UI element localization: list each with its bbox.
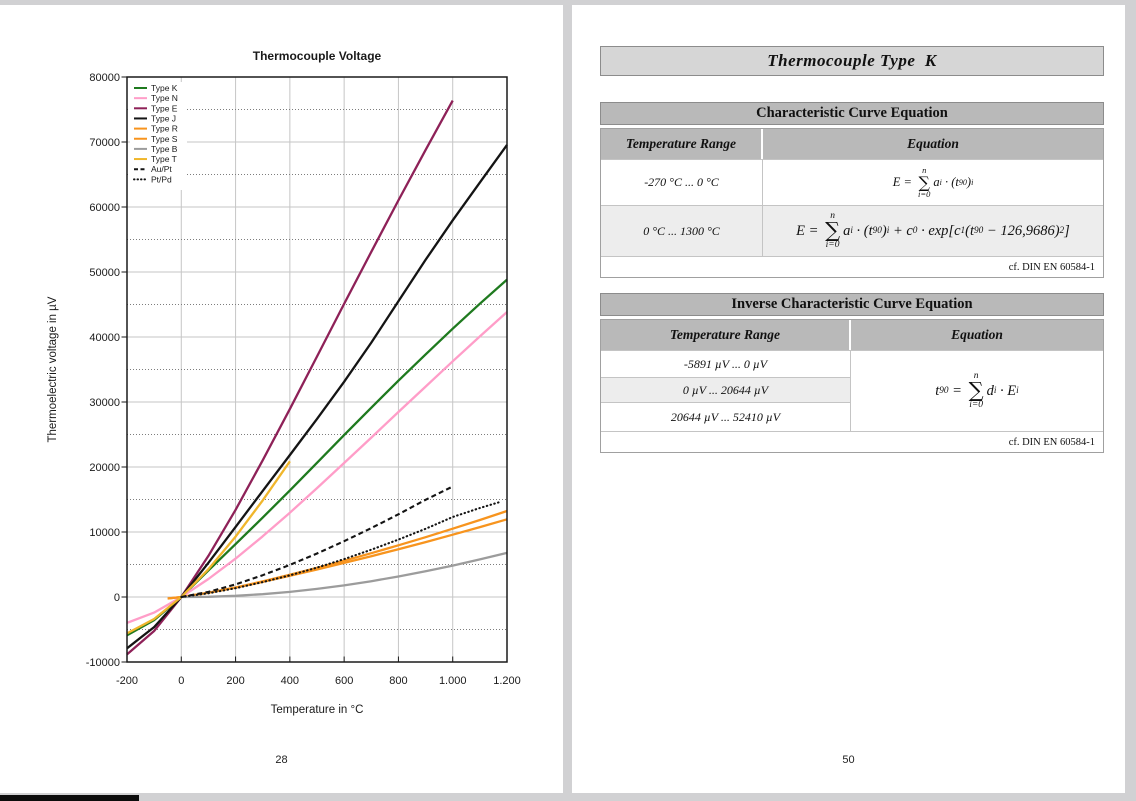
y-tick-label: 0 (113, 592, 120, 604)
table-header-row (601, 320, 1103, 350)
legend-label: Type R (151, 123, 178, 134)
x-tick-label: 0 (178, 675, 185, 687)
page-number-right: 50 (842, 754, 855, 766)
equation-cell: E = n ∑ i=0 a i · (t 90 ) i (892, 165, 974, 200)
column-header-equation: Equation (951, 327, 1003, 342)
y-tick-label: 20000 (89, 462, 120, 474)
y-axis-label: Thermoelectric voltage in µV (47, 296, 59, 443)
page-right (572, 5, 1125, 793)
characteristic-equation-table (600, 128, 1104, 278)
voltage-range-column (601, 351, 851, 431)
page-left (0, 5, 563, 793)
legend-label: Pt/Pd (151, 174, 172, 185)
y-tick-label: 30000 (89, 397, 120, 409)
x-tick-label: 1.000 (438, 675, 467, 687)
legend-label: Type B (151, 143, 178, 154)
legend-label: Au/Pt (151, 164, 172, 175)
x-tick-label: 400 (280, 675, 300, 687)
x-tick-label: 800 (389, 675, 408, 687)
section-header-inverse: Inverse Characteristic Curve Equation (600, 293, 1104, 316)
reference-note: cf. DIN EN 60584-1 (601, 256, 1103, 277)
x-tick-label: 200 (226, 675, 245, 687)
y-tick-label: 10000 (89, 527, 120, 539)
column-header-equation: Equation (907, 136, 959, 151)
equation-cell: t 90 = n ∑ i=0 d i · E i (935, 370, 1019, 410)
inverse-equation-table (600, 319, 1104, 453)
voltage-range-cell: -5891 µV ... 0 µV (683, 356, 768, 371)
legend-label: Type S (151, 133, 178, 144)
page-number-left: 28 (275, 754, 288, 766)
x-axis-label: Temperature in °C (270, 704, 364, 716)
horizontal-scrollbar-thumb[interactable] (0, 795, 139, 801)
y-tick-label: -10000 (85, 657, 120, 669)
reference-note: cf. DIN EN 60584-1 (601, 431, 1103, 452)
legend-label: Type K (151, 83, 178, 93)
temperature-range-cell: 0 °C ... 1300 °C (601, 206, 763, 256)
y-tick-label: 50000 (89, 267, 120, 279)
column-header-temperature-range: Temperature Range (601, 320, 851, 350)
equation-cell: E = n ∑ i=0 a i · (t 90 ) i + c 0 · exp[ c 1 (t 90 − 126,9686) 2 ] (796, 210, 1070, 250)
x-tick-label: 600 (334, 675, 354, 687)
legend-label: Type J (151, 113, 177, 124)
section-header-characteristic: Characteristic Curve Equation (600, 102, 1104, 125)
page-title: Thermocouple Type K (600, 46, 1104, 76)
legend-label: Type E (151, 103, 178, 114)
y-tick-label: 40000 (89, 332, 120, 344)
x-tick-label: -200 (115, 675, 139, 687)
legend-label: Type T (151, 154, 177, 165)
voltage-range-cell: 20644 µV ... 52410 µV (670, 409, 781, 424)
chart-series-type-k (127, 280, 507, 636)
y-tick-label: 60000 (89, 202, 120, 214)
chart-title: Thermocouple Voltage (252, 49, 382, 63)
voltage-range-cell: 0 µV ... 20644 µV (601, 377, 850, 403)
legend-label: Type N (151, 93, 178, 104)
y-tick-label: 80000 (89, 72, 120, 84)
x-tick-label: 1.200 (493, 675, 521, 687)
table-row (601, 205, 1103, 256)
temperature-range-cell: -270 °C ... 0 °C (601, 160, 763, 205)
table-row (601, 159, 1103, 205)
y-tick-label: 70000 (89, 137, 120, 149)
thermocouple-voltage-chart (0, 5, 563, 793)
table-header-row (601, 129, 1103, 159)
chart-series-type-j (127, 145, 507, 648)
column-header-temperature-range: Temperature Range (601, 129, 763, 159)
